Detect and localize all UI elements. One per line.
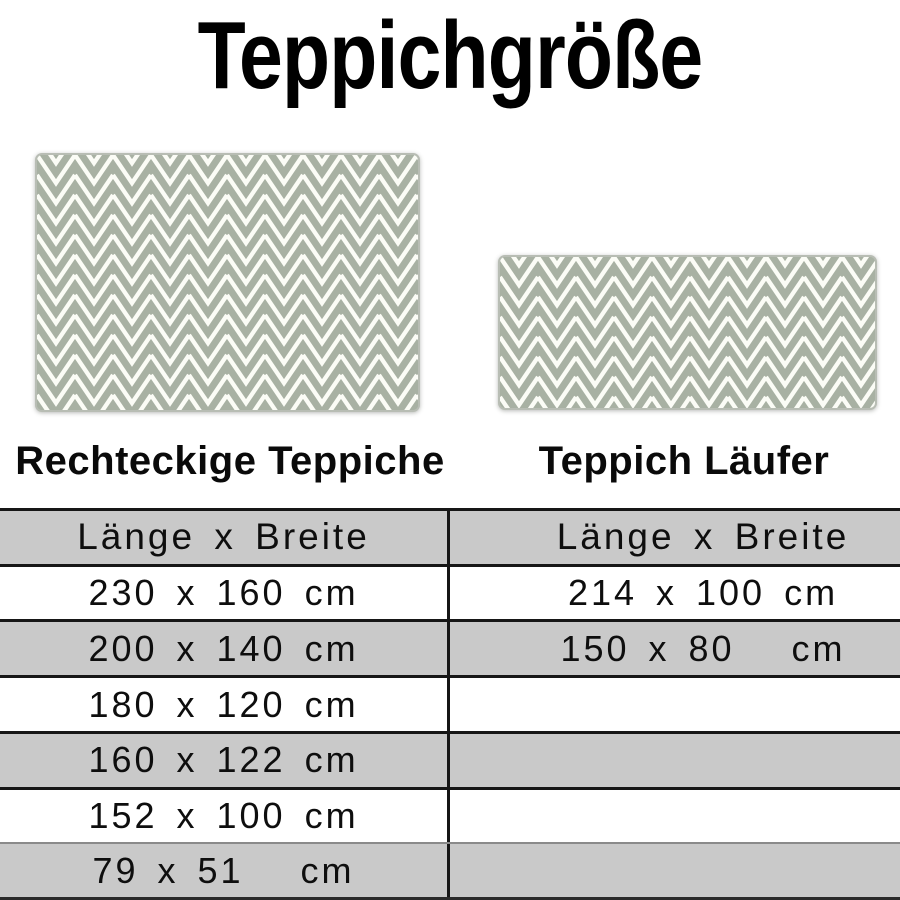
- runner-rug-label: Teppich Läufer: [538, 439, 830, 483]
- rect-size-cell: 230 x 160 cm: [0, 567, 450, 620]
- left-column-header: Länge x Breite: [0, 511, 450, 564]
- rectangular-rug-swatch: [35, 153, 420, 412]
- size-table: [0, 508, 900, 900]
- rectangular-rug-label: Rechteckige Teppiche: [15, 439, 445, 483]
- page-title: Teppichgröße: [197, 2, 703, 109]
- chevron-pattern-runner: [500, 257, 875, 408]
- runner-size-cell: [450, 678, 900, 731]
- rect-size-cell: 160 x 122 cm: [0, 734, 450, 787]
- right-column-header: Länge x Breite: [556, 516, 850, 558]
- table-row: [0, 622, 900, 678]
- runner-rug-swatch: [498, 255, 877, 410]
- runner-size-cell: [450, 790, 900, 843]
- chevron-pattern-rect: [37, 155, 418, 410]
- rect-size-cell: 200 x 140 cm: [0, 622, 450, 675]
- table-row: [0, 678, 900, 734]
- runner-size-cell: 214 x 100 cm: [567, 572, 839, 614]
- table-row: [0, 734, 900, 790]
- rect-size-cell: 152 x 100 cm: [0, 790, 450, 843]
- runner-size-cell: [450, 844, 900, 897]
- rect-size-cell: 180 x 120 cm: [0, 678, 450, 731]
- table-row: [0, 844, 900, 897]
- runner-size-cell: 150 x 80 cm: [560, 627, 846, 669]
- table-header-row: [0, 511, 900, 567]
- rect-size-cell: 79 x 51 cm: [0, 844, 450, 897]
- runner-size-cell: [450, 734, 900, 787]
- table-row: [0, 790, 900, 845]
- table-row: [0, 567, 900, 623]
